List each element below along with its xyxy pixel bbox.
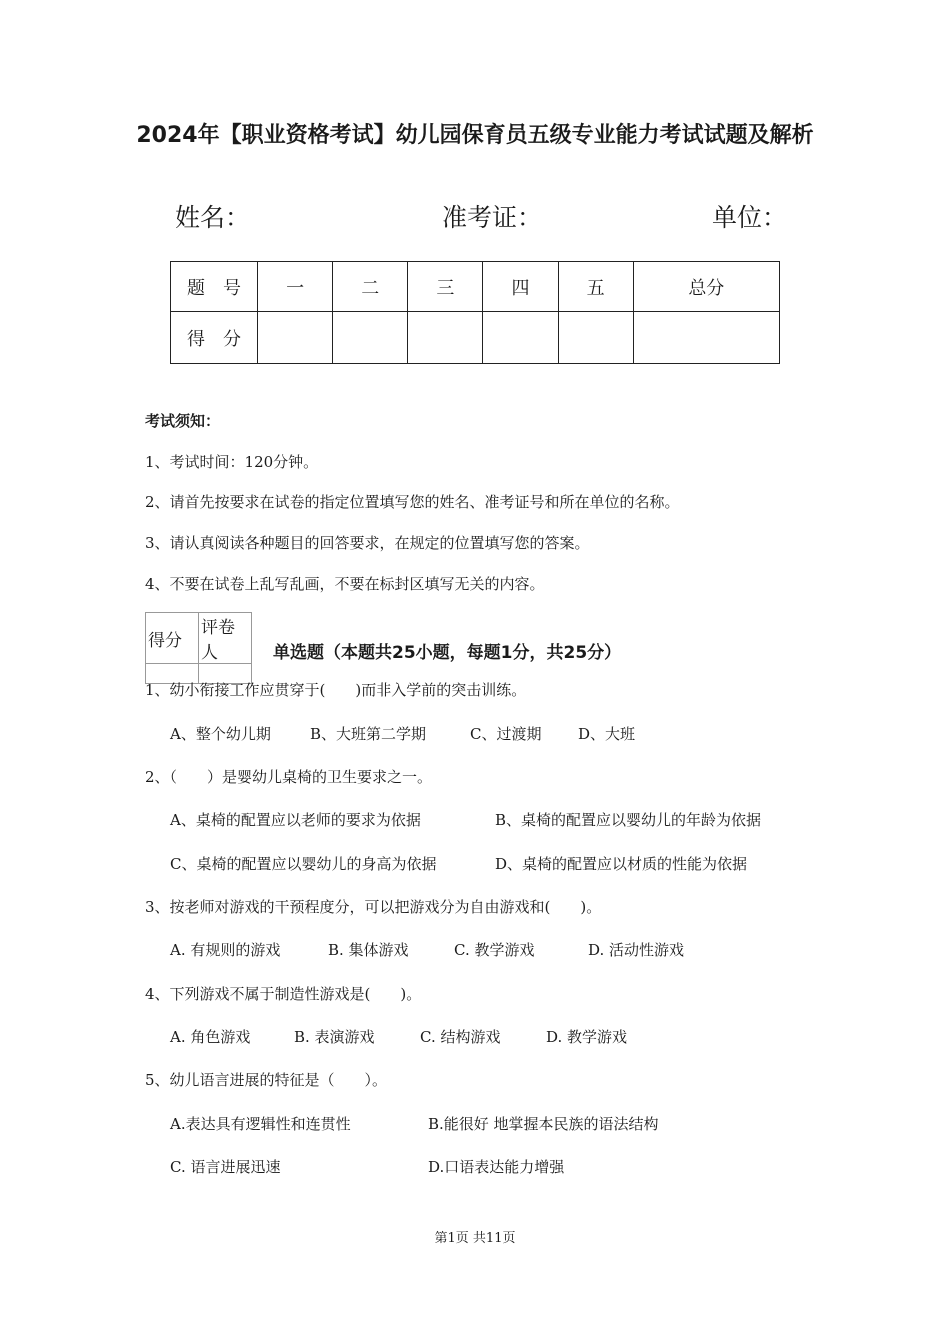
question-2-option-d: D、桌椅的配置应以材质的性能为依据 [495,855,748,873]
exam-id-label: 准考证： [442,203,543,232]
score-table-header-row [171,262,780,312]
grader-score-label: 得分 [146,613,199,664]
question-3-option-d: D. 活动性游戏 [588,941,685,959]
score-table-score-row [171,312,780,364]
score-cell-5 [558,312,633,364]
notice-item-3: 3、请认真阅读各种题目的回答要求，在规定的位置填写您的答案。 [145,534,590,552]
question-5-option-b: B.能很好 地掌握本民族的语法结构 [428,1115,659,1133]
question-2-option-b: B、桌椅的配置应以婴幼儿的年龄为依据 [495,811,762,829]
question-number-label: 题 号 [171,262,258,312]
score-table [170,261,780,364]
section-4-header: 四 [483,262,558,312]
question-5-stem: 5、幼儿语言进展的特征是（ ）。 [145,1071,388,1089]
question-1-option-c: C、过渡期 [470,725,542,743]
notice-item-4: 4、不要在试卷上乱写乱画，不要在标封区填写无关的内容。 [145,575,545,593]
question-3-option-b: B. 集体游戏 [328,941,409,959]
score-cell-total [633,312,779,364]
question-3-stem: 3、按老师对游戏的干预程度分，可以把游戏分为自由游戏和( )。 [145,898,602,916]
question-4-option-a: A. 角色游戏 [170,1028,251,1046]
score-row-label: 得 分 [171,312,258,364]
question-4-option-c: C. 结构游戏 [420,1028,501,1046]
unit-label: 单位： [712,203,788,232]
section-5-header: 五 [558,262,633,312]
notice-item-2: 2、请首先按要求在试卷的指定位置填写您的姓名、准考证号和所在单位的名称。 [145,493,680,511]
question-3-option-c: C. 教学游戏 [454,941,535,959]
question-1-option-d: D、大班 [578,725,636,743]
section-1-header: 一 [258,262,333,312]
grader-name-label: 评卷人 [199,613,252,664]
question-5-option-d: D.口语表达能力增强 [428,1158,565,1176]
page-footer: 第1页 共11页 [434,1231,516,1246]
notice-title: 考试须知： [145,412,221,430]
notice-item-1: 1、考试时间：120分钟。 [145,453,319,471]
question-1-option-a: A、整个幼儿期 [170,725,271,743]
question-5-option-c: C. 语言进展迅速 [170,1158,281,1176]
grader-box [145,612,252,684]
score-cell-4 [483,312,558,364]
question-4-option-d: D. 教学游戏 [546,1028,628,1046]
section-2-header: 二 [333,262,408,312]
score-cell-3 [408,312,483,364]
question-2-option-a: A、桌椅的配置应以老师的要求为依据 [170,811,421,829]
question-4-option-b: B. 表演游戏 [294,1028,375,1046]
total-score-header: 总分 [633,262,779,312]
question-1-stem: 1、幼小衔接工作应贯穿于( )而非入学前的突击训练。 [145,681,527,699]
question-3-option-a: A. 有规则的游戏 [170,941,281,959]
score-cell-2 [333,312,408,364]
document-title: 2024年【职业资格考试】幼儿园保育员五级专业能力考试试题及解析 [136,123,814,148]
question-2-option-c: C、桌椅的配置应以婴幼儿的身高为依据 [170,855,437,873]
section-3-header: 三 [408,262,483,312]
score-cell-1 [258,312,333,364]
question-4-stem: 4、下列游戏不属于制造性游戏是( )。 [145,985,422,1003]
name-label: 姓名： [175,203,251,232]
question-1-option-b: B、大班第二学期 [310,725,427,743]
question-2-stem: 2、（ ）是婴幼儿桌椅的卫生要求之一。 [145,768,433,786]
section-heading: 单选题（本题共25小题，每题1分，共25分） [273,643,622,663]
question-5-option-a: A.表达具有逻辑性和连贯性 [170,1115,351,1133]
